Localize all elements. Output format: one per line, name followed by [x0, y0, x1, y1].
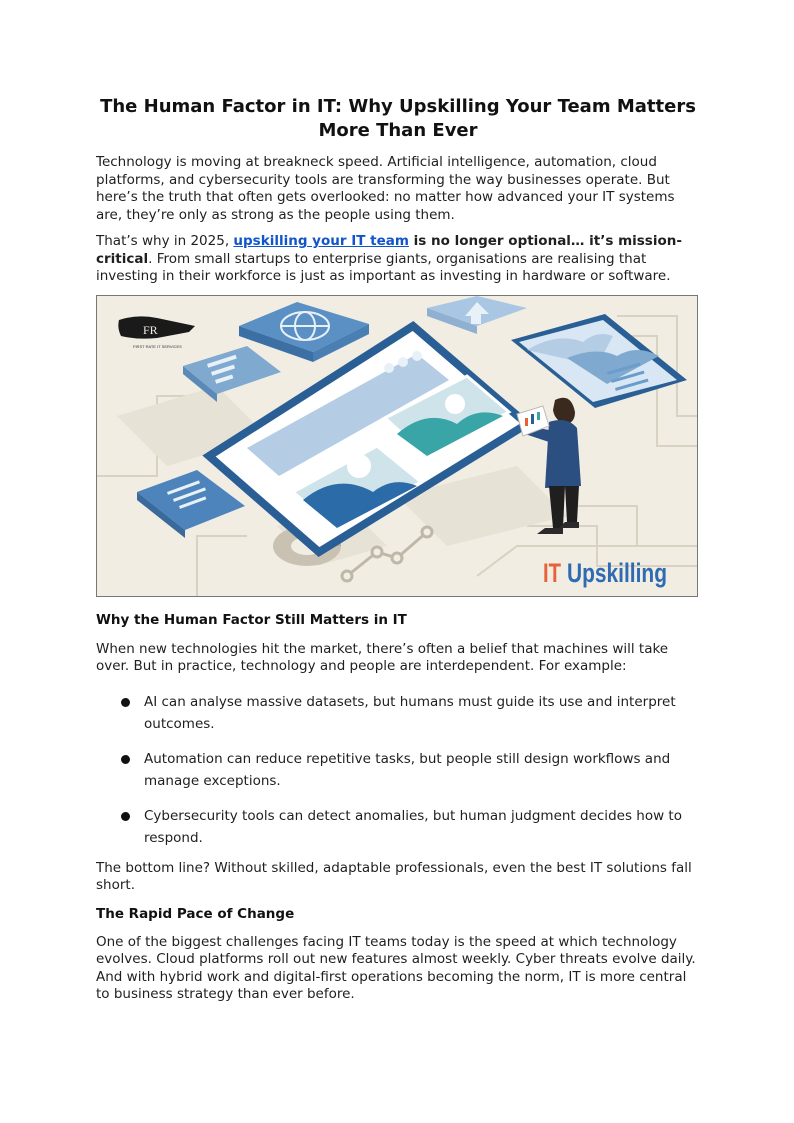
- bullet-text: Cybersecurity tools can detect anomalies, but human judgment decides how to respond.: [144, 807, 682, 846]
- list-item: [96, 748, 700, 792]
- bullet-icon: [121, 812, 130, 821]
- section2-paragraph: One of the biggest challenges facing IT teams today is the speed at which technology evolves. Cloud platforms roll out new features almost weekly. Cyber threats evolve daily. And with hybrid work and digital-first operations becoming the norm, IT is more central to business strategy than ever before.: [96, 933, 696, 1002]
- intro-p2-start: That’s why in 2025,: [96, 233, 234, 249]
- section-heading-rapid-pace: The Rapid Pace of Change: [96, 905, 295, 922]
- bullet-icon: [121, 698, 130, 707]
- intro-paragraph-2: [96, 233, 700, 286]
- section-heading-human-factor: Why the Human Factor Still Matters in IT: [96, 611, 407, 628]
- bullet-text: Automation can reduce repetitive tasks, but people still design workflows and manage exceptions.: [144, 750, 671, 789]
- section1-intro: When new technologies hit the market, there’s often a belief that machines will take over. But in practice, technology and people are interdependent. For example:: [96, 640, 669, 674]
- bullet-text: AI can analyse massive datasets, but humans must guide its use and interpret outcomes.: [144, 693, 676, 732]
- banner-word-it: IT: [543, 557, 562, 588]
- bullet-icon: [121, 755, 130, 764]
- list-item: [96, 691, 700, 735]
- bullet-list: [96, 691, 700, 849]
- upskilling-link[interactable]: upskilling your IT team: [233, 233, 409, 249]
- document-content: [96, 95, 700, 1004]
- section1-conclusion: The bottom line? Without skilled, adaptable professionals, even the best IT solutions fall short.: [96, 859, 692, 893]
- logo-caption: FIRST RATE IT SERVICES: [133, 343, 182, 349]
- intro-p2-end: . From small startups to enterprise giants, organisations are realising that investing in their workforce is just as important as investing in hardware or software.: [96, 250, 671, 284]
- page-title: The Human Factor in IT: Why Upskilling Your Team Matters More Than Ever: [100, 96, 696, 141]
- banner-word-upskilling: Upskilling: [567, 557, 667, 588]
- logo-text: FR: [143, 322, 158, 337]
- list-item: [96, 805, 700, 849]
- it-upskilling-illustration: [96, 295, 698, 597]
- intro-paragraph-1: Technology is moving at breakneck speed. Artificial intelligence, automation, cloud platforms, and cybersecurity tools are transforming the way businesses operate. But here’s the truth that often gets overlooked: no matter how advanced your IT systems are, they’re only as strong as the people using them.: [96, 154, 675, 223]
- intro-p2-bold: is no longer optional… it’s mission-critical: [96, 233, 682, 267]
